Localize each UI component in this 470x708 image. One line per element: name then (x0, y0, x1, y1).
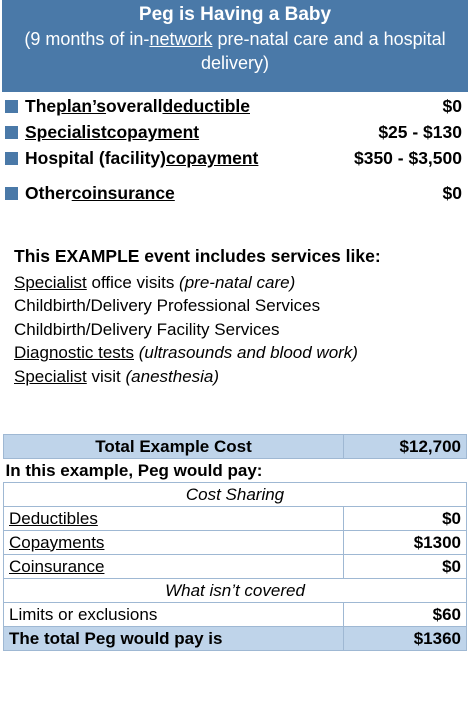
table-row (4, 483, 467, 507)
cost-row-deductible (2, 95, 468, 118)
cost-table (3, 434, 467, 651)
cost-label-text: Hospital (facility) (25, 148, 166, 168)
total-cost-value: $12,700 (344, 435, 467, 459)
deductible-term-link[interactable]: deductible (162, 96, 250, 116)
copayments-term-link[interactable]: Copayments (4, 531, 344, 555)
plan-term-link[interactable]: plan’s (56, 96, 107, 116)
subtitle-prefix: (9 months of in- (24, 29, 150, 49)
service-text: office visits (86, 272, 180, 292)
network-term-link[interactable]: network (149, 29, 213, 49)
service-text: visit (86, 366, 126, 386)
cost-sharing-heading: Cost Sharing (4, 483, 467, 507)
example-header (2, 0, 468, 92)
bullet-square-icon (5, 187, 18, 200)
table-row (4, 603, 467, 627)
not-covered-heading: What isn’t covered (4, 579, 467, 603)
cost-value: $25 - $130 (378, 122, 462, 142)
cost-summary (2, 95, 468, 205)
final-total-value: $1360 (344, 627, 467, 651)
service-note: (anesthesia) (125, 366, 220, 386)
bullet-square-icon (5, 126, 18, 139)
table-row (4, 531, 467, 555)
service-text: Childbirth/Delivery Facility Services (14, 319, 280, 339)
copayment-term-link[interactable]: copayment (106, 122, 200, 142)
table-row (4, 555, 467, 579)
deductibles-term-link[interactable]: Deductibles (4, 507, 344, 531)
table-row (4, 627, 467, 651)
table-row (4, 579, 467, 603)
service-item (14, 294, 464, 318)
services-heading: This EXAMPLE event includes services like: (14, 246, 381, 266)
cost-value: $350 - $3,500 (353, 148, 462, 168)
pay-heading: In this example, Peg would pay: (5, 460, 263, 480)
example-subtitle (2, 27, 468, 75)
example-services (14, 245, 464, 388)
table-row (4, 459, 467, 483)
cost-row-specialist-copay (2, 121, 468, 144)
coinsurance-term-link[interactable]: coinsurance (71, 183, 175, 203)
cost-label-text: The (25, 96, 57, 116)
deductibles-value: $0 (344, 507, 467, 531)
service-text: Childbirth/Delivery Professional Services (14, 296, 321, 315)
limits-label: Limits or exclusions (4, 603, 344, 627)
limits-value: $60 (344, 603, 467, 627)
final-total-label: The total Peg would pay is (4, 627, 344, 651)
service-note: (ultrasounds and blood work) (138, 343, 358, 362)
diagnostic-tests-term-link[interactable]: Diagnostic tests (14, 343, 134, 362)
copayments-value: $1300 (344, 531, 467, 555)
bullet-square-icon (5, 100, 18, 113)
cost-value: $0 (442, 183, 462, 203)
coinsurance-term-link[interactable]: Coinsurance (4, 555, 344, 579)
cost-row-coinsurance (2, 182, 468, 205)
table-row (4, 507, 467, 531)
example-title: Peg is Having a Baby (138, 4, 332, 25)
specialist-term-link[interactable]: Specialist (25, 122, 107, 142)
coinsurance-value: $0 (344, 555, 467, 579)
service-note: (pre-natal care) (179, 272, 296, 292)
copayment-term-link[interactable]: copayment (166, 148, 259, 168)
table-row (4, 435, 467, 459)
service-item (14, 341, 464, 365)
subtitle-suffix: pre-natal care and a hospital delivery) (200, 29, 446, 73)
service-item (14, 365, 464, 389)
cost-row-hospital-copay (2, 147, 468, 170)
total-cost-label: Total Example Cost (4, 435, 344, 459)
service-item (14, 271, 464, 295)
cost-label-text: overall (106, 96, 163, 116)
specialist-term-link[interactable]: Specialist (14, 272, 87, 292)
bullet-square-icon (5, 152, 18, 165)
cost-label-text: Other (25, 183, 72, 203)
specialist-term-link[interactable]: Specialist (14, 366, 87, 386)
service-item (14, 318, 464, 342)
cost-value: $0 (442, 96, 462, 116)
